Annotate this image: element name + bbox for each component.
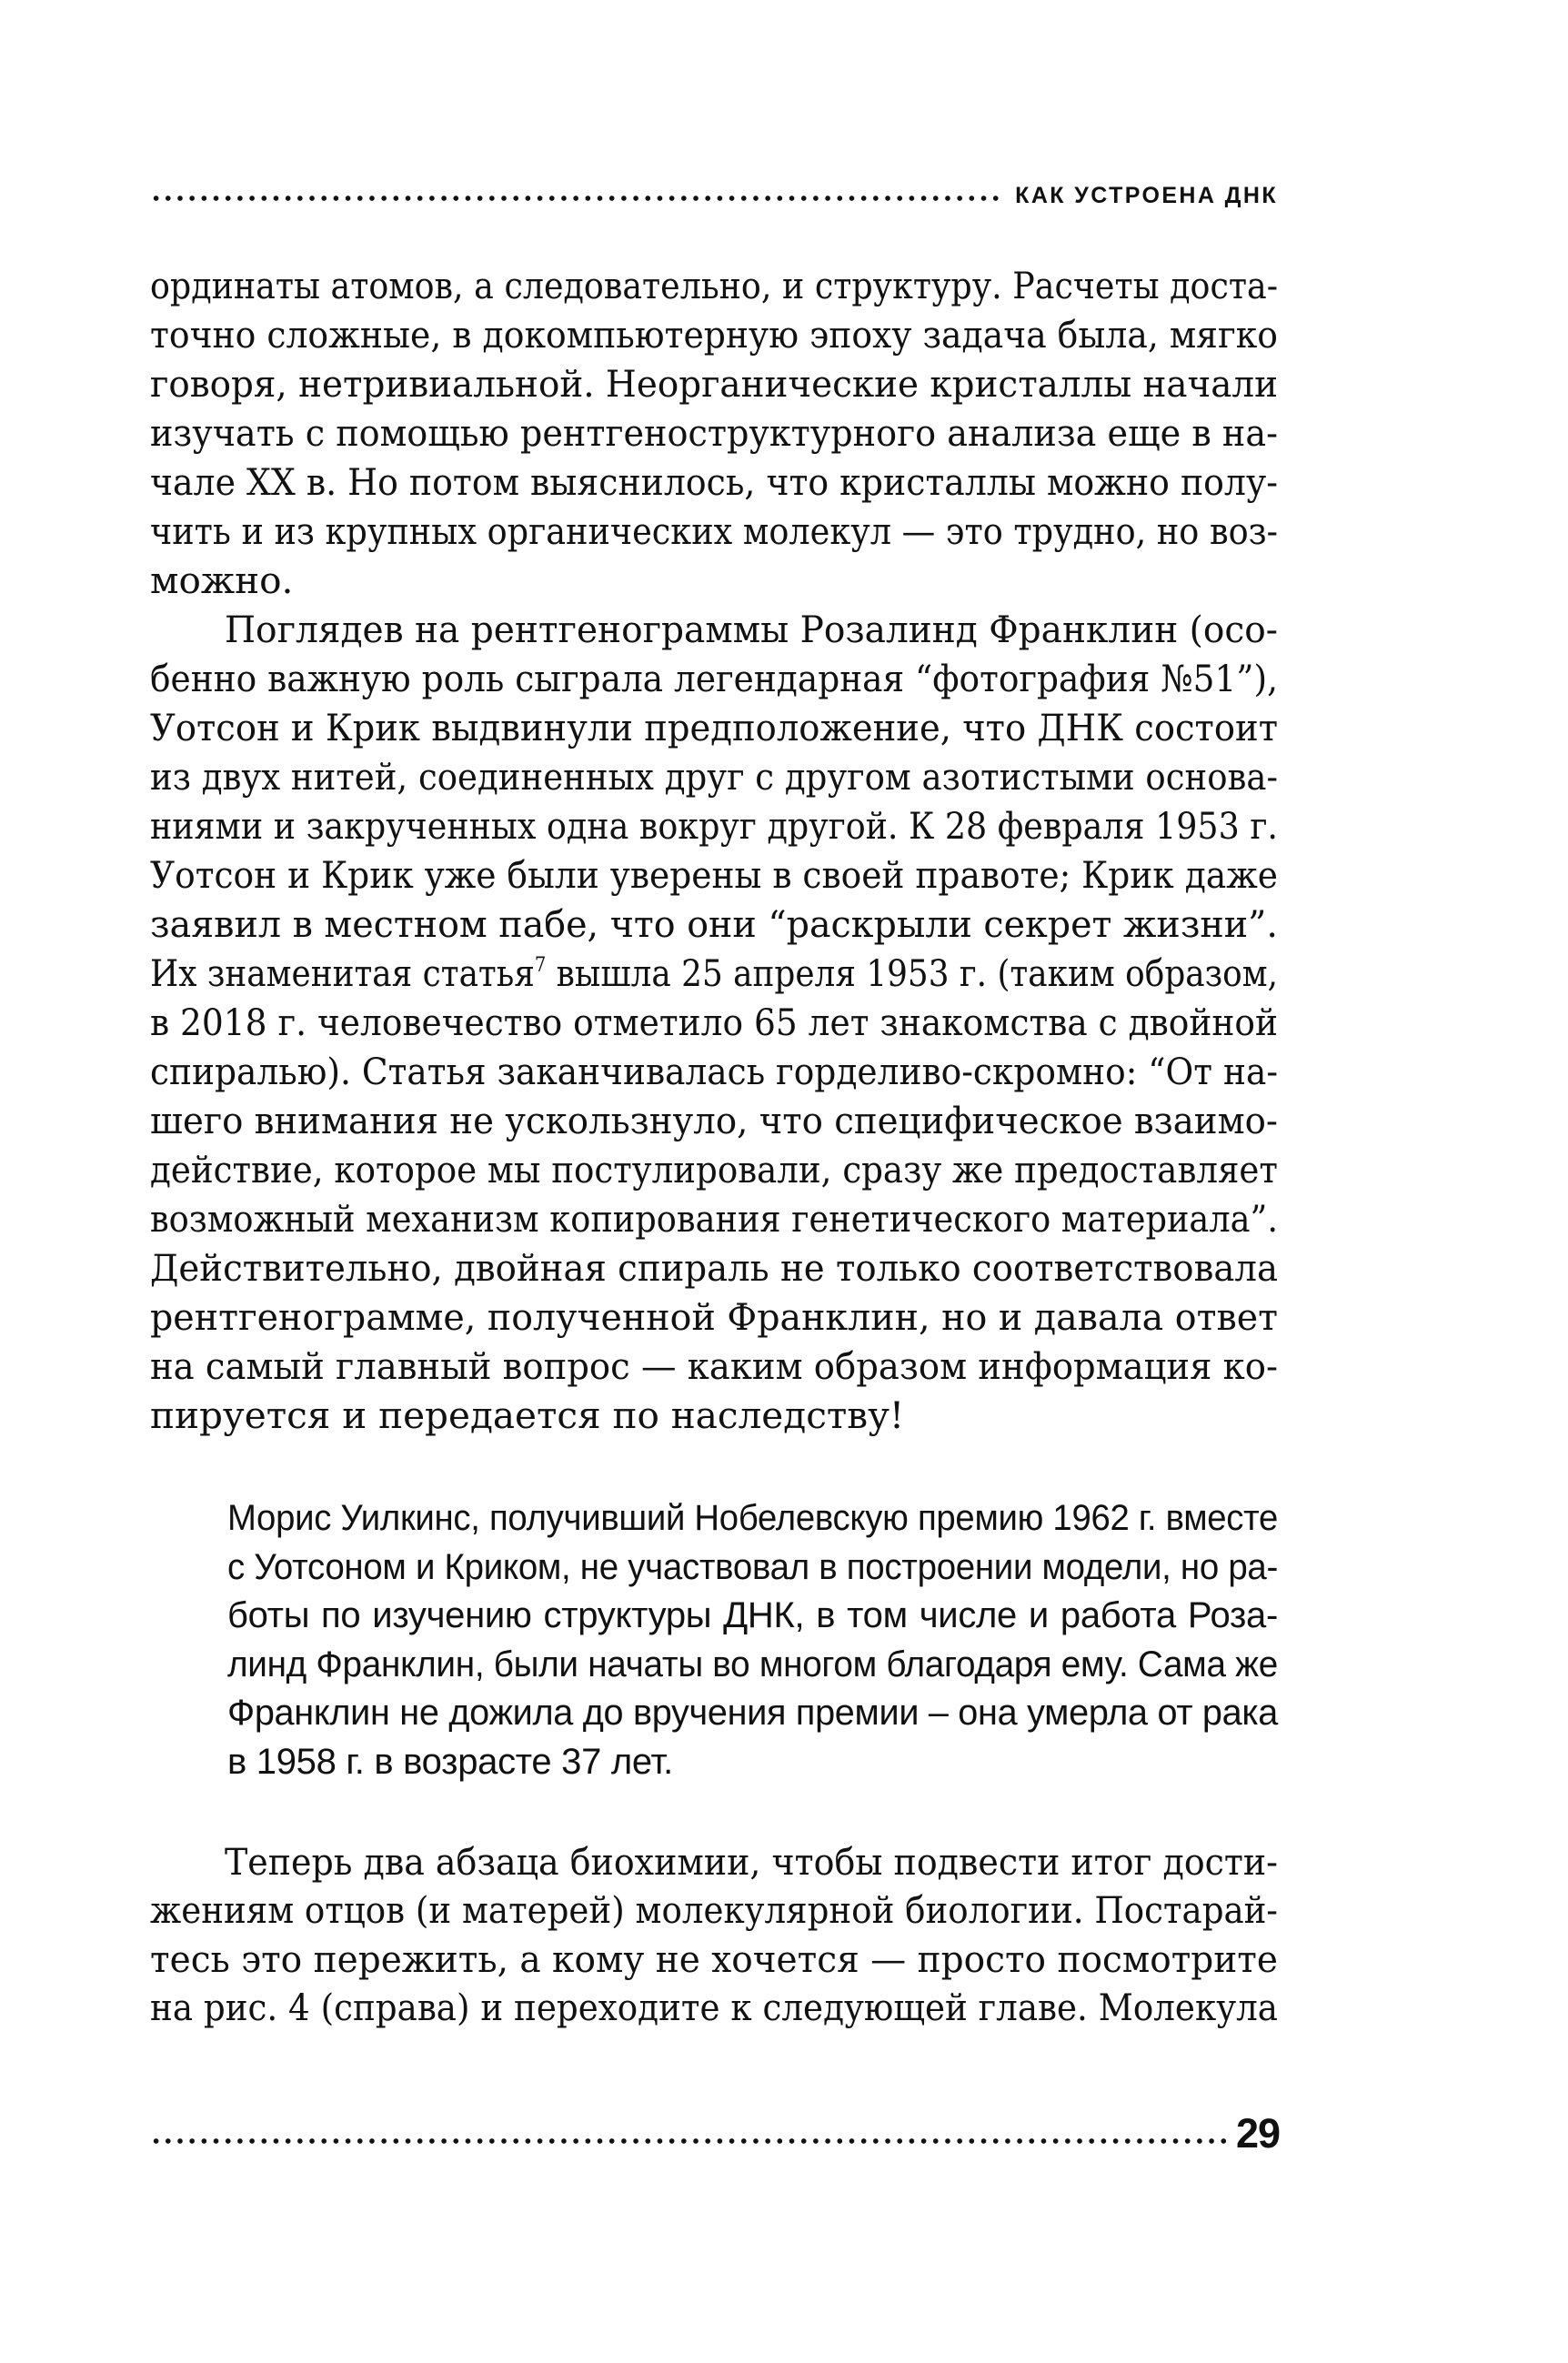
dot-leader [150, 2138, 1227, 2144]
body-text-line: тесь это пережить, а кому не хочется — просто посмотрите [150, 1937, 1278, 1981]
body-text-line: Уотсон и Крик уже были уверены в своей правоте; Крик даже [150, 853, 1278, 897]
body-text-line: пируется и передается по наследству! [150, 1393, 905, 1437]
body-text-line: из двух нитей, соединенных друг с другом азотистыми основа- [150, 755, 1278, 799]
body-text-line: можно. [150, 558, 294, 602]
body-text-line: шего внимания не ускользнуло, что специфическое взаимо- [150, 1099, 1278, 1142]
running-head [150, 175, 1278, 207]
body-text-line: действие, которое мы постулировали, сразу же предоставляет [150, 1148, 1278, 1192]
footnote-reference[interactable]: 7 [534, 954, 547, 977]
body-text-line: Уотсон и Крик выдвинули предположение, что ДНК состоит [150, 706, 1278, 749]
body-text-line: Действительно, двойная спираль не только соответствовала [150, 1246, 1278, 1290]
body-text-segment: Их знаменитая статья [150, 951, 535, 995]
body-text-line: Теперь два абзаца биохимии, чтобы подвести итог дости- [225, 1840, 1278, 1884]
body-text-line: изучать с помощью рентгеноструктурного анализа еще в на- [150, 411, 1278, 455]
body-text-line: жениям отцов (и матерей) молекулярной биологии. Постарай- [150, 1888, 1278, 1932]
body-text-line: бенно важную роль сыграла легендарная “фотография №51”), [150, 657, 1278, 700]
note-text-line: линд Франклин, были начаты во многом благодаря ему. Сама же [227, 1644, 1278, 1684]
body-text-line: заявил в местном пабе, что они “раскрыли секрет жизни”. [150, 902, 1278, 946]
body-text-line: в 2018 г. человечество отметило 65 лет знакомства с двойной [150, 1001, 1278, 1044]
note-text-line: боты по изучению структуры ДНК, в том числе и работа Роза- [227, 1595, 1278, 1635]
body-text-line: на рис. 4 (справа) и переходите к следующей главе. Молекула [150, 1986, 1278, 2029]
note-text-line: Франклин не дожила до вручения премии – она умерла от рака [227, 1693, 1278, 1733]
chapter-title: КАК УСТРОЕНА ДНК [1015, 183, 1278, 208]
body-text-line: говоря, нетривиальной. Неорганические кристаллы начали [150, 362, 1278, 406]
body-text-line: чить и из крупных органических молекул — это трудно, но воз- [150, 509, 1278, 553]
body-text-line: Поглядев на рентгенограммы Розалинд Франклин (осо- [225, 608, 1278, 651]
page-footer [150, 2110, 1280, 2157]
body-text-line: спиралью). Статья заканчивалась горделиво-скромно: “От на- [150, 1050, 1278, 1093]
body-text-line: возможный механизм копирования генетического материала”. [150, 1197, 1278, 1241]
body-text-line [150, 949, 1278, 998]
note-text-line: с Уотсоном и Криком, не участвовал в построении модели, но ра- [227, 1547, 1278, 1587]
body-text-line: чале XX в. Но потом выяснилось, что кристаллы можно полу- [150, 460, 1278, 504]
dot-leader [150, 196, 1004, 201]
body-text-line: ординаты атомов, а следовательно, и структуру. Расчеты доста- [150, 264, 1278, 307]
note-text-line: в 1958 г. в возрасте 37 лет. [227, 1742, 673, 1782]
body-text-segment: вышла 25 апреля 1953 г. (таким образом, [546, 951, 1278, 995]
page-number: 29 [1235, 2110, 1280, 2157]
body-text-line: ниями и закрученных одна вокруг другой. К 28 февраля 1953 г. [150, 804, 1278, 848]
body-text-line: точно сложные, в докомпьютерную эпоху задача была, мягко [150, 313, 1278, 357]
note-text-line: Морис Уилкинс, получивший Нобелевскую премию 1962 г. вместе [227, 1498, 1278, 1538]
body-text-line: рентгенограмме, полученной Франклин, но и давала ответ [150, 1295, 1278, 1339]
body-text-line: на самый главный вопрос — каким образом информация ко- [150, 1344, 1278, 1388]
